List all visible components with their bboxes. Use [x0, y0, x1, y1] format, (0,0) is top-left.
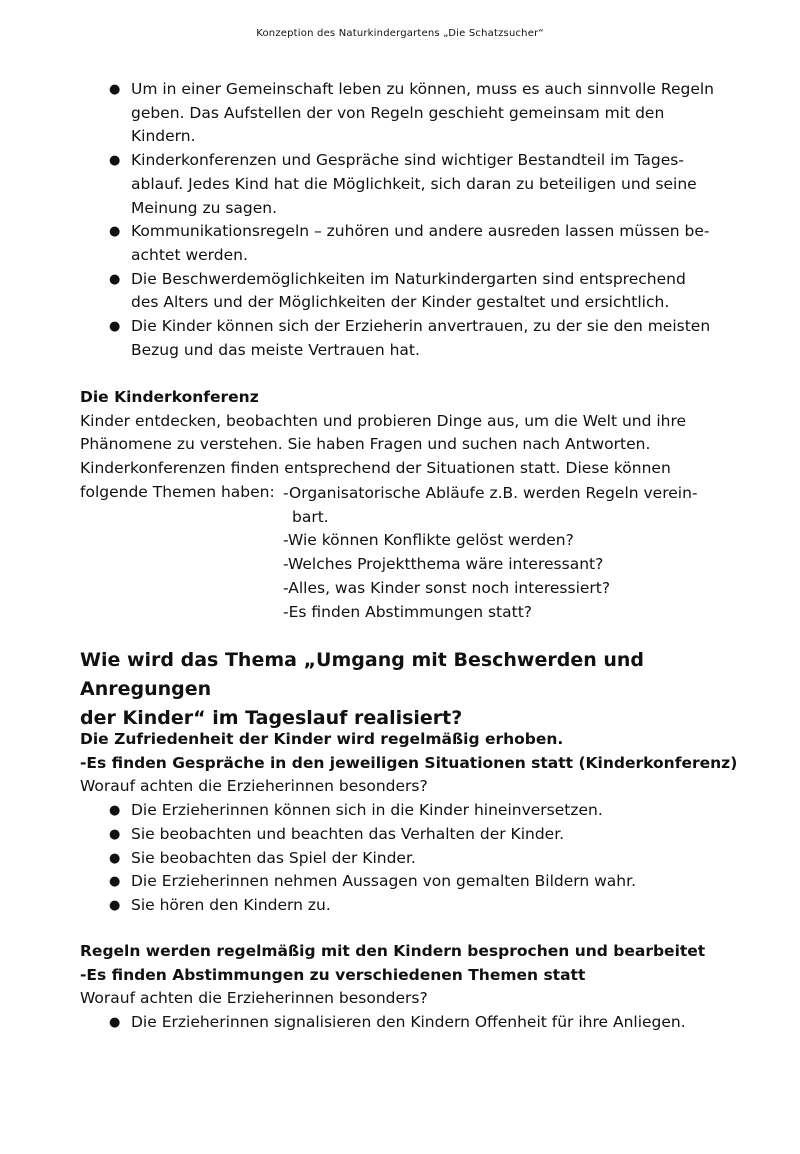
bullet-icon: ● [109, 153, 121, 169]
topic-item-continuation: bart. [292, 507, 329, 526]
list-item: ● Sie beobachten und beachten das Verhalten der Kinder. [131, 823, 760, 847]
topic-item: -Organisatorische Abläufe z.B. werden Regeln verein- [283, 484, 698, 502]
section-heading: Die Kinderkonferenz [80, 388, 259, 406]
list-item: ● Sie hören den Kindern zu. [131, 894, 760, 918]
question-line: Worauf achten die Erzieherinnen besonders? [80, 777, 428, 796]
list-item: ● Sie beobachten das Spiel der Kinder. [131, 847, 760, 871]
bold-statement: Die Zufriedenheit der Kinder wird regelmäßig erhoben. [80, 730, 564, 748]
topics-list [283, 482, 743, 624]
bullet-icon: ● [109, 1015, 121, 1031]
topic-item: -Welches Projektthema wäre interessant? [283, 555, 604, 574]
bold-statement: -Es finden Abstimmungen zu verschiedenen Themen statt [80, 965, 586, 984]
bullet-icon: ● [109, 874, 121, 890]
paragraph-line: folgende Themen haben: [80, 482, 275, 501]
topic-item: -Wie können Konflikte gelöst werden? [283, 531, 574, 550]
bullet-icon: ● [109, 224, 121, 240]
bullet-icon: ● [109, 897, 121, 913]
paragraph-line: Phänomene zu verstehen. Sie haben Fragen und suchen nach Antworten. [80, 435, 651, 454]
intro-bullet-list [109, 78, 731, 362]
topic-item: -Alles, was Kinder sonst noch interessiert? [283, 578, 611, 597]
list-item: ● Um in einer Gemeinschaft leben zu können, muss es auch sinnvolle Regeln geben. Das Aufstellen der von Regeln geschieht gemeinsam mit den Kindern. [109, 80, 714, 146]
regeln-section [80, 940, 760, 1035]
intro-bullet-section [109, 78, 731, 362]
list-item: ● Die Kinder können sich der Erzieherin anvertrauen, zu der sie den meisten Bezug und das meiste Vertrauen hat. [109, 317, 711, 359]
zufriedenheit-section [80, 728, 760, 918]
question-line: Worauf achten die Erzieherinnen besonders? [80, 989, 428, 1008]
bullet-icon: ● [109, 82, 121, 97]
list-item: ● Die Erzieherinnen nehmen Aussagen von gemalten Bildern wahr. [131, 870, 760, 894]
bullet-icon: ● [109, 850, 121, 866]
paragraph-line: Kinder entdecken, beobachten und probieren Dinge aus, um die Welt und ihre [80, 411, 687, 430]
bold-statement: -Es finden Gespräche in den jeweiligen Situationen statt (Kinderkonferenz) [80, 753, 738, 772]
list-item: ● Die Erzieherinnen signalisieren den Kindern Offenheit für ihre Anliegen. [131, 1011, 760, 1035]
bullet-icon: ● [109, 271, 121, 287]
list-item: ● Die Beschwerdemöglichkeiten im Naturkindergarten sind entsprechend des Alters und der Möglichkeiten der Kinder gestaltet und ersichtlich. [109, 269, 686, 312]
main-heading: Wie wird das Thema „Umgang mit Beschwerden und Anregungen der Kinder“ im Tageslauf realisiert? [80, 649, 645, 729]
zufriedenheit-bullet-list [109, 799, 760, 918]
page-header: Konzeption des Naturkindergartens „Die Schatzsucher“ [256, 28, 544, 39]
list-item: ● Kinderkonferenzen und Gespräche sind wichtiger Bestandteil im Tages- ablauf. Jedes Kind hat die Möglichkeit, sich daran zu beteiligen und seine Meinung zu sagen. [109, 151, 697, 217]
list-item: ● Die Erzieherinnen können sich in die Kinder hineinversetzen. [131, 799, 760, 823]
bold-statement: Regeln werden regelmäßig mit den Kindern besprochen und bearbeitet [80, 942, 706, 960]
bullet-icon: ● [109, 319, 121, 335]
topic-item: -Es finden Abstimmungen statt? [283, 602, 533, 621]
bullet-icon: ● [109, 803, 121, 819]
bullet-icon: ● [109, 826, 121, 842]
list-item: ● Kommunikationsregeln – zuhören und andere ausreden lassen müssen be- achtet werden. [109, 222, 710, 264]
paragraph-line: Kinderkonferenzen finden entsprechend der Situationen statt. Diese können [80, 459, 671, 478]
regeln-bullet-list [109, 1011, 760, 1035]
